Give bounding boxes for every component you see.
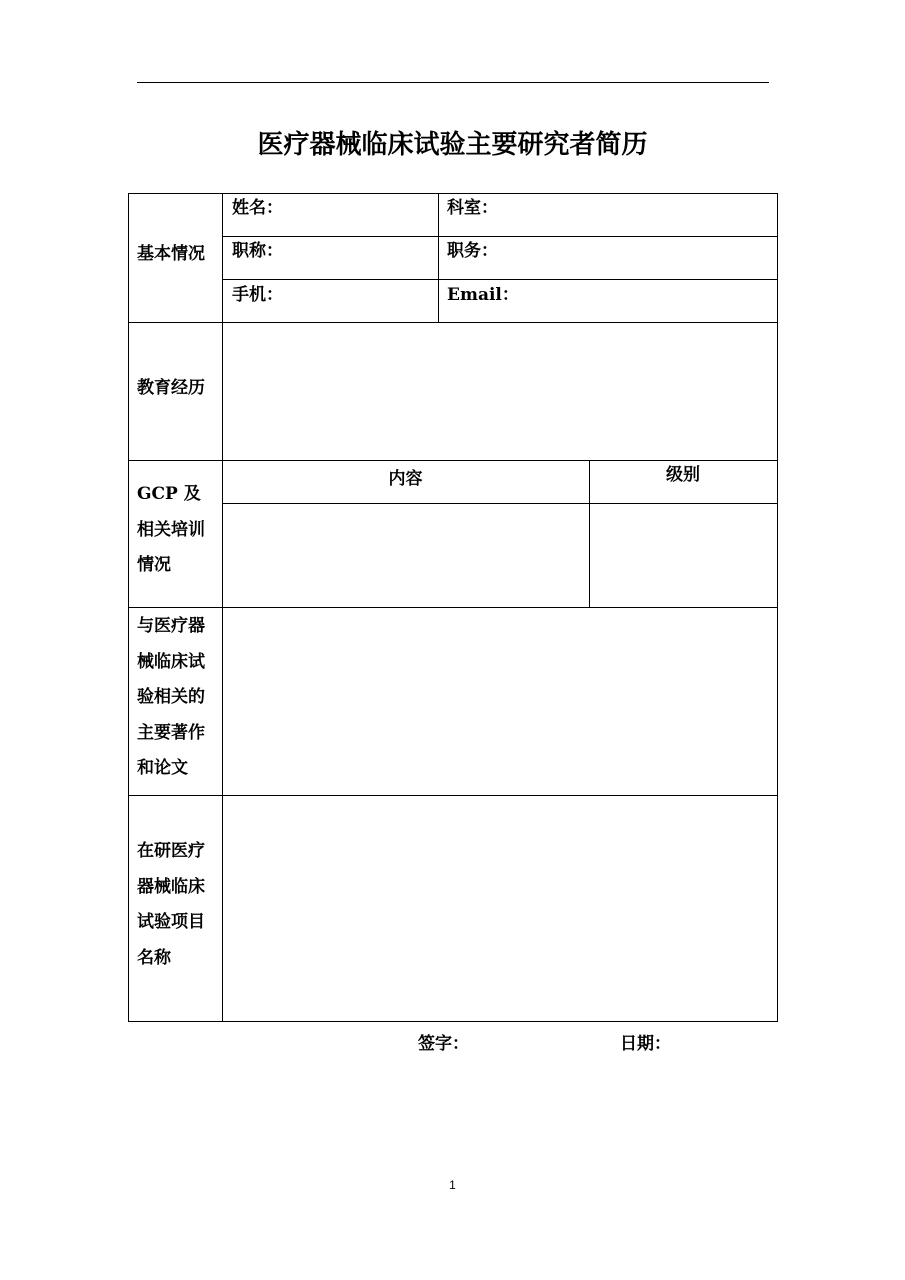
basic-info-row-line-2 <box>222 279 778 280</box>
page-title: 医疗器械临床试验主要研究者简历 <box>257 130 648 160</box>
date-label: 日期： <box>620 1034 671 1054</box>
trials-label-line-3: 试验项目 <box>137 912 205 932</box>
position-field-label: 职务： <box>447 241 498 261</box>
publications-label-line-2: 械临床试 <box>137 651 205 672</box>
publications-label-line-1: 与医疗器 <box>137 616 205 636</box>
gcp-label-line-2: 相关培训 <box>137 519 205 540</box>
trials-label-line-2: 器械临床 <box>137 876 205 897</box>
publications-label-line-3: 验相关的 <box>137 687 205 707</box>
gcp-content-cell[interactable] <box>223 504 589 607</box>
section-line-gcp <box>128 460 778 461</box>
publications-label-line-5: 和论文 <box>137 758 188 778</box>
education-content-area[interactable] <box>223 323 777 460</box>
department-field-label: 科室： <box>447 198 498 218</box>
education-label: 教育经历 <box>137 378 205 398</box>
publications-label-line-4: 主要著作 <box>137 722 205 743</box>
name-field-label: 姓名： <box>232 198 283 218</box>
table-border-bottom <box>128 1021 778 1022</box>
signature-label: 签字： <box>418 1034 469 1054</box>
gcp-label-line-3: 情况 <box>137 555 171 575</box>
email-field-label: Email： <box>447 285 519 305</box>
basic-info-column-divider <box>438 193 439 323</box>
gcp-content-header: 内容 <box>388 469 423 489</box>
page-number: 1 <box>449 1178 456 1192</box>
trials-content-area[interactable] <box>223 796 777 1021</box>
mobile-field-label: 手机： <box>232 285 283 305</box>
basic-info-row-line-1 <box>222 236 778 237</box>
gcp-label-line-1: GCP 及 <box>137 484 201 504</box>
trials-label-line-1: 在研医疗 <box>137 841 205 861</box>
title-field-label: 职称： <box>232 241 283 261</box>
gcp-level-header: 级别 <box>666 465 700 485</box>
table-border-top <box>128 193 778 194</box>
header-rule <box>137 82 769 83</box>
publications-content-area[interactable] <box>223 608 777 795</box>
trials-label-line-4: 名称 <box>137 947 171 968</box>
gcp-level-cell[interactable] <box>590 504 777 607</box>
basic-info-label: 基本情况 <box>137 244 205 264</box>
